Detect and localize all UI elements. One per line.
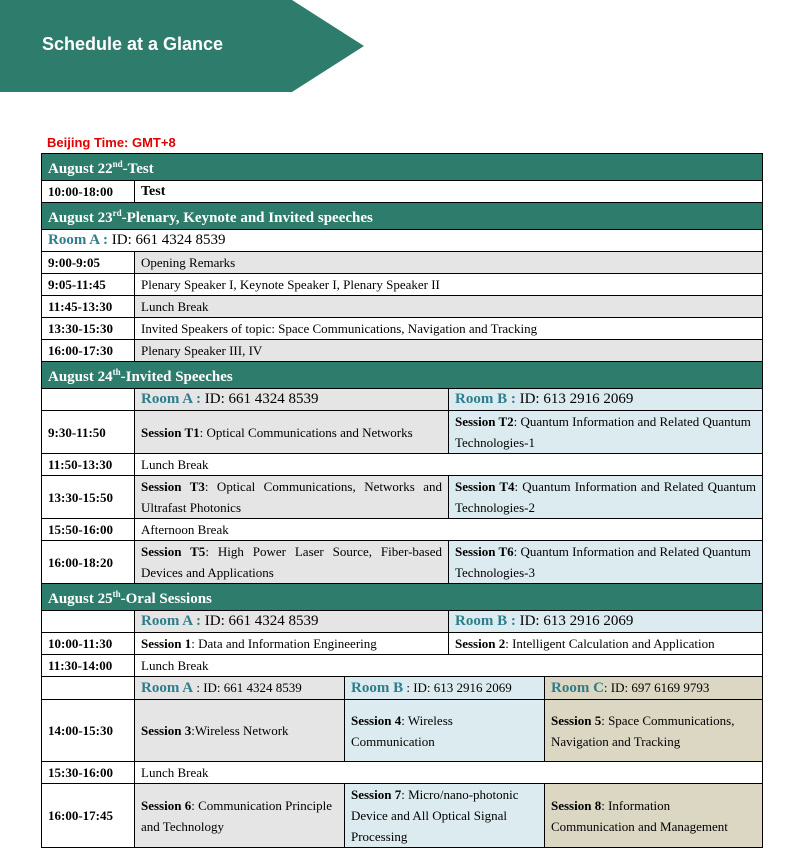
- session-cell: Session 6: Communication Principle and Technology: [135, 784, 345, 848]
- empty-cell: [42, 611, 135, 633]
- empty-cell: [42, 677, 135, 700]
- session-cell: Session 5: Space Communications, Navigation and Tracking: [545, 700, 763, 762]
- time-cell: 11:50-13:30: [42, 454, 135, 476]
- session-cell: Session T2: Quantum Information and Related Quantum Technologies-1: [449, 411, 763, 454]
- session-cell: Plenary Speaker III, IV: [135, 340, 763, 362]
- session-cell: Session 7: Micro/nano-photonic Device and All Optical Signal Processing: [345, 784, 545, 848]
- time-cell: 13:30-15:50: [42, 476, 135, 519]
- session-cell: Session 1: Data and Information Engineering: [135, 633, 449, 655]
- time-cell: 16:00-17:30: [42, 340, 135, 362]
- room-b-header: Room B : ID: 613 2916 2069: [345, 677, 545, 700]
- time-cell: 10:00-18:00: [42, 181, 135, 203]
- empty-cell: [42, 389, 135, 411]
- session-cell: Session 2: Intelligent Calculation and Application: [449, 633, 763, 655]
- session-cell: Session 4: Wireless Communication: [345, 700, 545, 762]
- time-cell: 16:00-17:45: [42, 784, 135, 848]
- session-cell: Session T4: Quantum Information and Related Quantum Technologies-2: [449, 476, 763, 519]
- time-cell: 11:30-14:00: [42, 655, 135, 677]
- day-header-aug24: August 24th-Invited Speeches: [42, 362, 763, 389]
- session-cell: Session T1: Optical Communications and Networks: [135, 411, 449, 454]
- day-header-aug23: August 23rd-Plenary, Keynote and Invited speeches: [42, 203, 763, 230]
- session-cell: Lunch Break: [135, 296, 763, 318]
- session-cell: Plenary Speaker I, Keynote Speaker I, Plenary Speaker II: [135, 274, 763, 296]
- session-cell: Session 3:Wireless Network: [135, 700, 345, 762]
- day-header-aug25: August 25th-Oral Sessions: [42, 584, 763, 611]
- session-cell: Session T6: Quantum Information and Related Quantum Technologies-3: [449, 541, 763, 584]
- time-cell: 9:05-11:45: [42, 274, 135, 296]
- room-a-line: [42, 230, 763, 252]
- session-cell: Session 8: Information Communication and Management: [545, 784, 763, 848]
- room-id: ID: 661 4324 8539: [108, 232, 226, 248]
- timezone-note: Beijing Time: GMT+8: [47, 135, 176, 150]
- room-name: Room A :: [48, 232, 108, 248]
- room-c-header: Room C: ID: 697 6169 9793: [545, 677, 763, 700]
- room-a-header: Room A : ID: 661 4324 8539: [135, 611, 449, 633]
- time-cell: 11:45-13:30: [42, 296, 135, 318]
- time-cell: 16:00-18:20: [42, 541, 135, 584]
- session-cell: Session T5: High Power Laser Source, Fiber-based Devices and Applications: [135, 541, 449, 584]
- session-cell: Invited Speakers of topic: Space Communications, Navigation and Tracking: [135, 318, 763, 340]
- session-cell: Test: [135, 181, 763, 203]
- room-b-header: Room B : ID: 613 2916 2069: [449, 389, 763, 411]
- time-cell: 14:00-15:30: [42, 700, 135, 762]
- room-a-header: Room A : ID: 661 4324 8539: [135, 389, 449, 411]
- room-a-header: Room A : ID: 661 4324 8539: [135, 677, 345, 700]
- time-cell: 9:00-9:05: [42, 252, 135, 274]
- time-cell: 9:30-11:50: [42, 411, 135, 454]
- time-cell: 15:50-16:00: [42, 519, 135, 541]
- schedule-table: [41, 153, 763, 848]
- session-cell: Lunch Break: [135, 454, 763, 476]
- session-cell: Session T3: Optical Communications, Networks and Ultrafast Photonics: [135, 476, 449, 519]
- time-cell: 15:30-16:00: [42, 762, 135, 784]
- day-header-aug22: August 22nd-Test: [42, 154, 763, 181]
- time-cell: 10:00-11:30: [42, 633, 135, 655]
- session-cell: Lunch Break: [135, 762, 763, 784]
- session-cell: Afternoon Break: [135, 519, 763, 541]
- time-cell: 13:30-15:30: [42, 318, 135, 340]
- page-title: Schedule at a Glance: [42, 34, 224, 54]
- room-b-header: Room B : ID: 613 2916 2069: [449, 611, 763, 633]
- header-banner: [0, 0, 364, 92]
- session-cell: Opening Remarks: [135, 252, 763, 274]
- session-cell: Lunch Break: [135, 655, 763, 677]
